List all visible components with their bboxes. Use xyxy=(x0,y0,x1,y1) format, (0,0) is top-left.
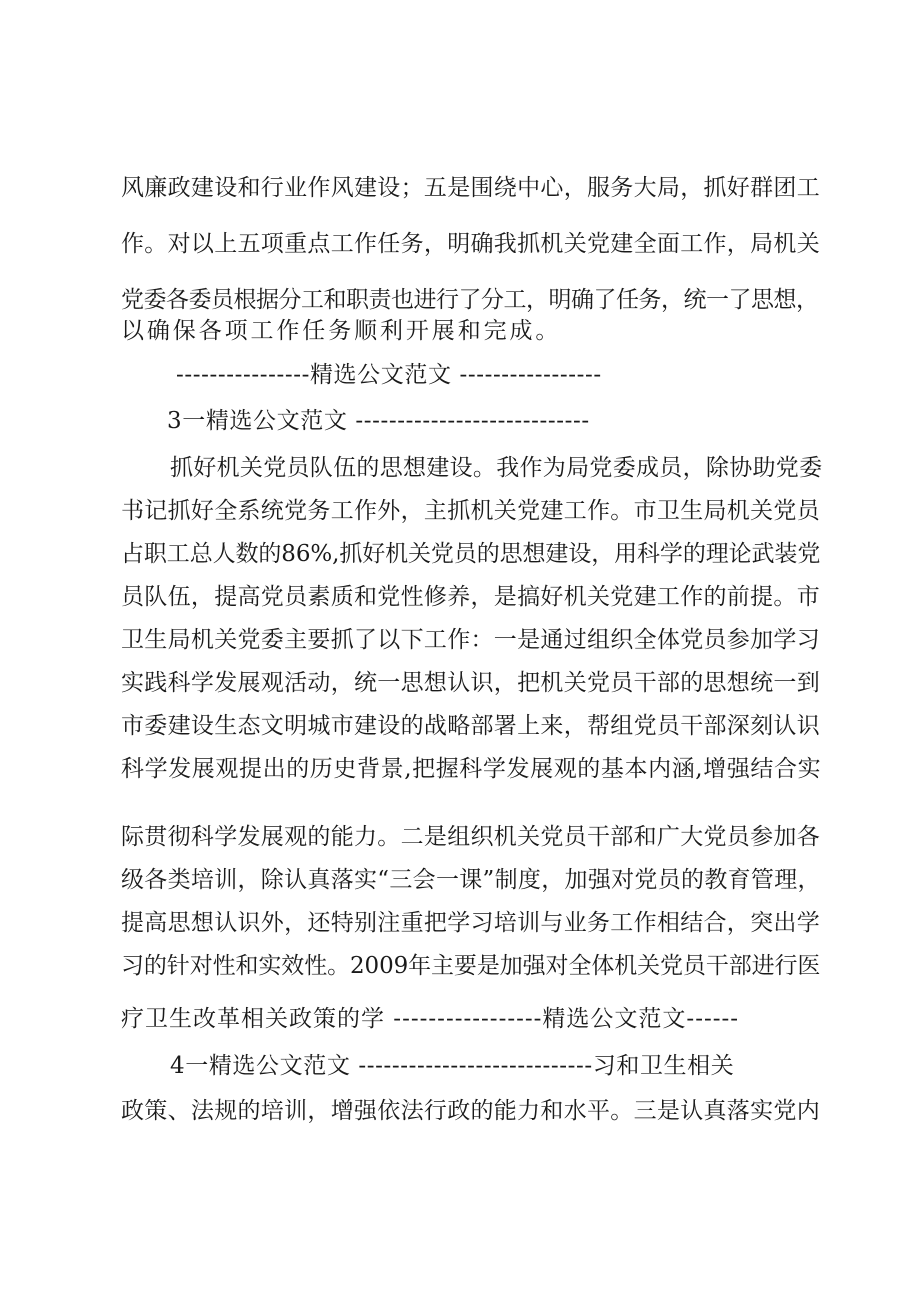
paragraph-first-line: 抓好机关党员队伍的思想建设。我作为局党委成员，除协助党委 xyxy=(170,455,823,481)
paragraph-line: 以确保各项工作任务顺利开展和完成。 xyxy=(121,318,562,344)
paragraph-line: 实践科学发展观活动，统一思想认识，把机关党员干部的思想统一到 xyxy=(121,670,820,696)
paragraph-line: 员队伍，提高党员素质和党性修养，是搞好机关党建工作的前提。市 xyxy=(121,584,820,610)
paragraph-line-with-separator: 疗卫生改革相关政策的学 -----------------精选公文范文------ xyxy=(121,1006,740,1032)
paragraph-line: 际贯彻科学发展观的能力。二是组织机关党员干部和广大党员参加各 xyxy=(121,824,820,850)
paragraph-line: 卫生局机关党委主要抓了以下工作：一是通过组织全体党员参加学习 xyxy=(121,627,820,653)
paragraph-line: 科学发展观提出的历史背景,把握科学发展观的基本内涵,增强结合实 xyxy=(121,756,822,782)
section-separator: ----------------精选公文范文 ----------------- xyxy=(176,362,602,388)
paragraph-line: 提高思想认识外，还特别注重把学习培训与业务工作相结合，突出学 xyxy=(121,910,820,936)
paragraph-line: 风廉政建设和行业作风建设；五是围绕中心，服务大局，抓好群团工 xyxy=(121,175,820,201)
paragraph-line: 习的针对性和实效性。2009年主要是加强对全体机关党员干部进行医 xyxy=(121,953,821,979)
paragraph-line: 占职工总人数的86%,抓好机关党员的思想建设，用科学的理论武装党 xyxy=(121,541,821,567)
paragraph-line: 级各类培训，除认真落实“三会一课”制度，加强对党员的教育管理， xyxy=(121,867,821,893)
paragraph-line: 作。对以上五项重点工作任务，明确我抓机关党建全面工作，局机关 xyxy=(121,231,820,257)
paragraph-line: 政策、法规的培训，增强依法行政的能力和水平。三是认真落实党内 xyxy=(121,1098,820,1124)
paragraph-line: 党委各委员根据分工和职责也进行了分工，明确了任务，统一了思想， xyxy=(121,287,819,313)
section-heading-3: 3一精选公文范文 ---------------------------- xyxy=(167,408,590,434)
paragraph-line: 书记抓好全系统党务工作外，主抓机关党建工作。市卫生局机关党员 xyxy=(121,498,820,524)
paragraph-line: 市委建设生态文明城市建设的战略部署上来，帮组党员干部深刻认识 xyxy=(121,713,820,739)
section-heading-4: 4一精选公文范文 ----------------------------习和卫生相关 xyxy=(170,1053,735,1079)
